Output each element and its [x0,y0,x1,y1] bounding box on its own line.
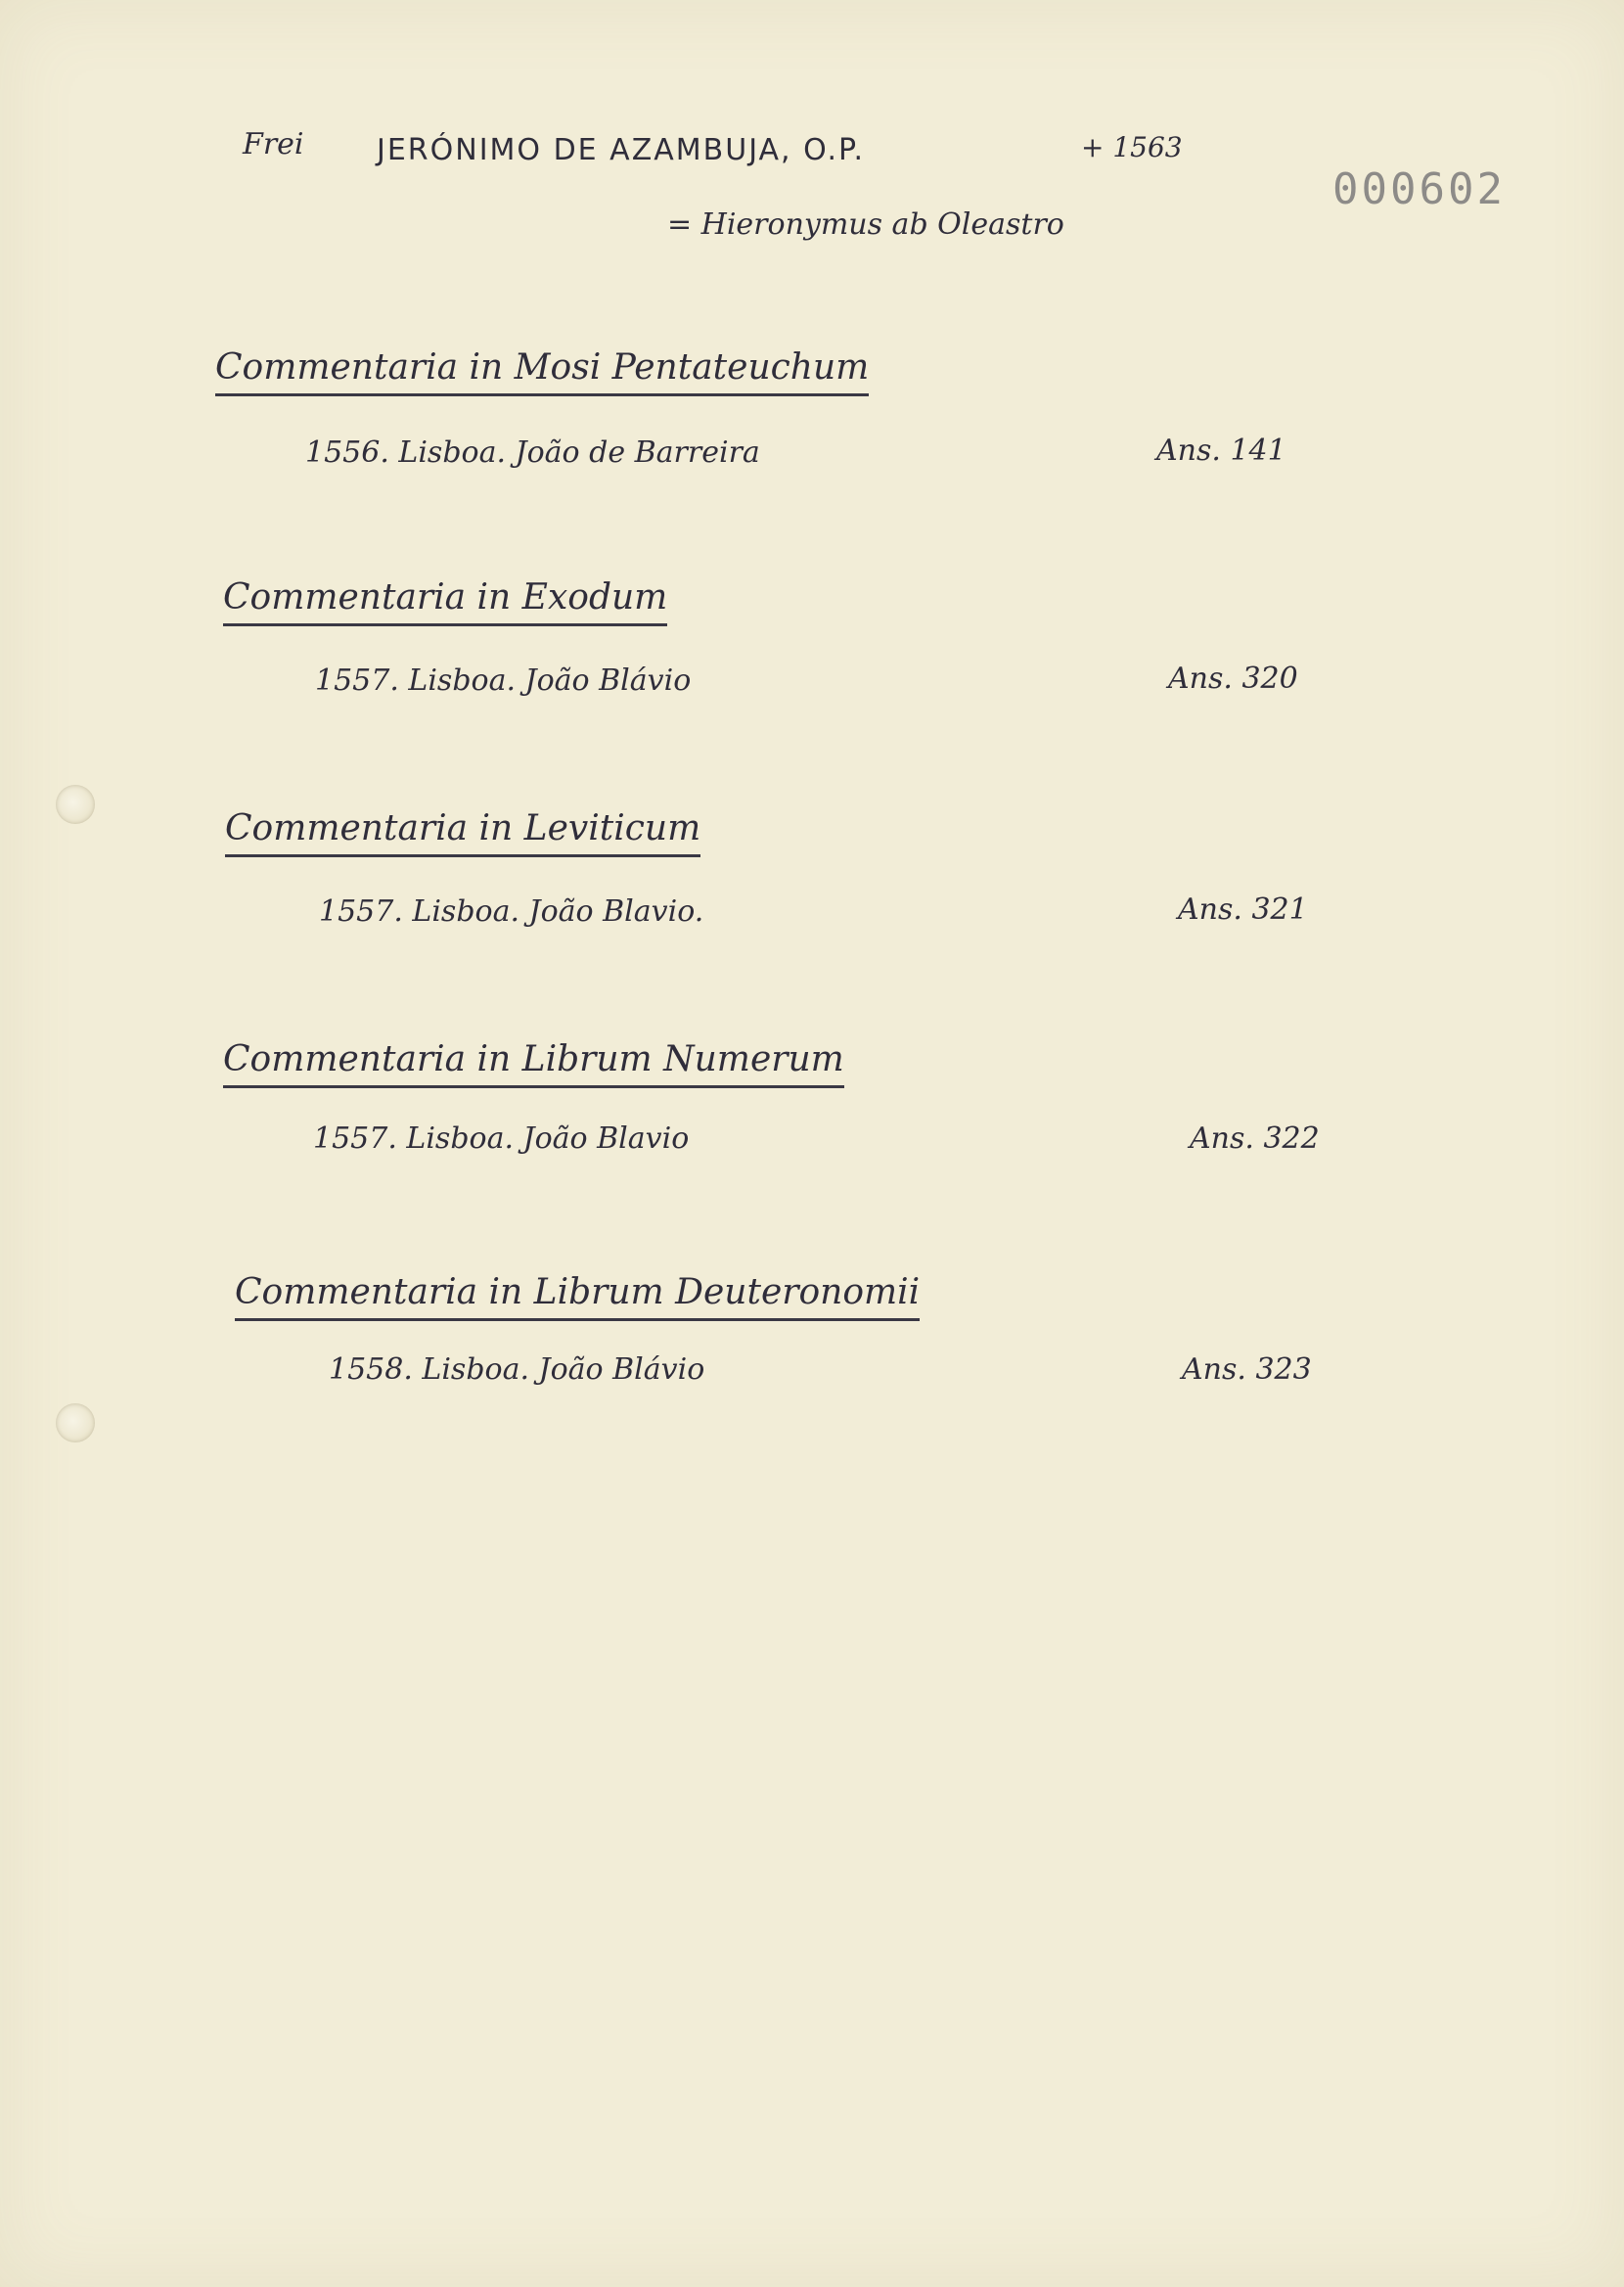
catalog-entry [235,1272,1312,1387]
entry-imprint: 1557. Lisboa. João Blavio. [319,894,704,929]
entry-imprint: 1557. Lisboa. João Blavio [313,1121,690,1156]
entry-title: Commentaria in Librum Deuteronomii [235,1272,920,1321]
catalog-entry [223,1039,1320,1156]
entry-title: Commentaria in Librum Numerum [223,1039,844,1088]
punch-hole [56,1403,95,1442]
catalog-entry [223,577,1298,698]
catalog-entry [215,347,1286,470]
entry-title: Commentaria in Mosi Pentateuchum [215,347,869,396]
entry-imprint: 1556. Lisboa. João de Barreira [305,435,760,470]
entry-imprint: 1558. Lisboa. João Blávio [329,1352,705,1387]
entry-imprint: 1557. Lisboa. João Blávio [315,663,692,698]
entry-reference: Ans. 320 [1168,662,1298,696]
death-year: + 1563 [1081,131,1183,163]
header-frei: Frei [243,127,304,161]
author-alias: = Hieronymus ab Oleastro [667,207,1064,242]
catalog-entry [225,808,1308,929]
entry-reference: Ans. 141 [1156,434,1286,468]
entry-reference: Ans. 323 [1182,1352,1312,1387]
punch-hole [56,785,95,824]
entry-title: Commentaria in Leviticum [225,808,700,857]
author-name: JERÓNIMO DE AZAMBUJA, O.P. [377,133,865,167]
stamp-number: 000602 [1332,164,1506,214]
entry-title: Commentaria in Exodum [223,577,667,626]
entry-reference: Ans. 322 [1190,1121,1320,1156]
entry-reference: Ans. 321 [1178,892,1308,927]
